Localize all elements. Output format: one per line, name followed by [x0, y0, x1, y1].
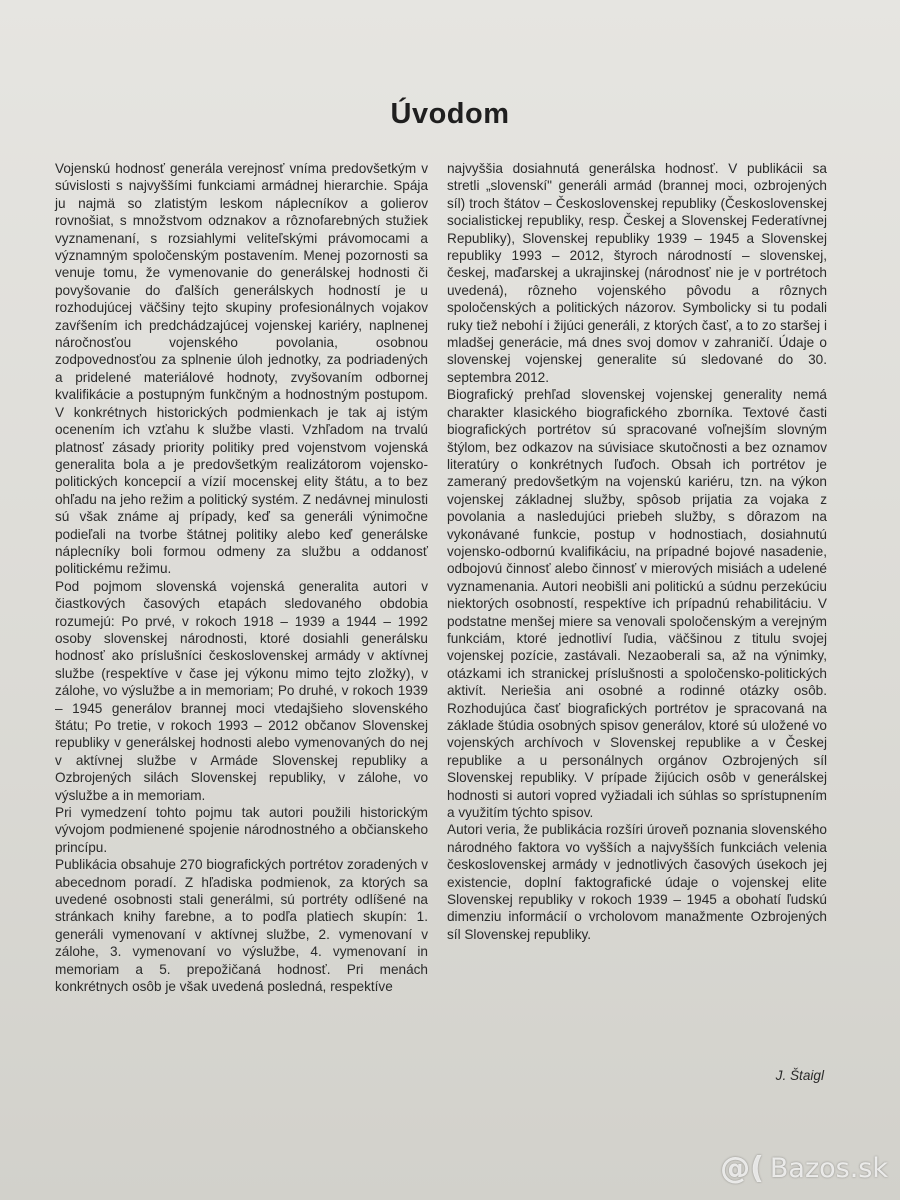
paragraph: najvyššia dosiahnutá generálska hodnosť. V publikácii sa stretli „slovenskí" generáli armád (brannej moci, ozbrojených síl) troch štátov – Československej republiky (Československej socialistickej republiky, resp. Českej a Slovenskej Federatívnej Republiky), Slovenskej republiky 1939 – 1945 a Slovenskej republiky 1993 – 2012, štyroch národností – slovenskej, českej, maďarskej a ukrajinskej (národnosť nie je v portrétoch uvedená), rôzneho vojenského pôvodu a rôznych spoločenských a politických názorov. Symbolicky si tu podali ruky tiež nebohí i žijúci generáli, z ktorých časť, a to zo staršej i mladšej generácie, má dnes svoj domov v zahraničí. Údaje o slovenskej vojenskej generalite sú sledované do 30. septembra 2012. [447, 161, 827, 385]
at-swirl-icon: @( [720, 1151, 764, 1186]
paragraph: Pod pojmom slovenská vojenská generalita autori v čiastkových časových etapách sledovaného obdobia rozumejú: Po prvé, v rokoch 1918 – 1939 a 1944 – 1992 osoby slovenskej národnosti, ktoré dosiahli generálsku hodnosť ako príslušníci československej armády v aktívnej službe (respektíve v čase jej výkonu mimo tejto zložky), v zálohe, vo výslužbe a in memoriam; Po druhé, v rokoch 1939 – 1945 generálov brannej moci vtedajšieho slovenského štátu; Po tretie, v rokoch 1993 – 2012 občanov Slovenskej republiky v generálskej hodnosti alebo vymenovaných do nej v aktívnej službe v Armáde Slovenskej republiky a Ozbrojených silách Slovenskej republiky, v zálohe, vo výslužbe a in memoriam. [55, 578, 428, 803]
paragraph: Publikácia obsahuje 270 biografických portrétov zoradených v abecednom poradí. Z hľadiska podmienok, za ktorých sa uvedené osobnosti stali generálmi, sú portréty odlíšené na stránkach knihy farebne, a to podľa platiech skupín: 1. generáli vymenovaní v aktívnej službe, 2. vymenovaní v zálohe, 3. vymenovaní vo výslužbe, 4. vymenovaní in memoriam a 5. prepožičaná hodnosť. Pri menách konkrétnych osôb je však uvedená posledná, respektíve [55, 857, 428, 995]
paragraph: Biografický prehľad slovenskej vojenskej generality nemá charakter klasického biografického zborníka. Textové časti biografických portrétov sú spracované voľnejším slovným štýlom, bez odkazov na súvisiace skutočnosti a bez oznamov literatúry o konkrétnych ľuďoch. Obsah ich portrétov je zameraný predovšetkým na vojenskú kariéru, tzn. na výkon vojenskej základnej služby, spôsob prijatia za vojaka z povolania a nasledujúci priebeh služby, s dôrazom na vykonávané funkcie, postup v hodnostiach, dosiahnutú vojensko-odbornú kvalifikáciu, na prípadné bojové nasadenie, odbojovú činnosť alebo činnosť v mierových misiách a udelené vyznamenania. Autori neobišli ani politickú a súdnu perzekúciu niektorých osobností, respektíve ich prípadnú rehabilitáciu. V podstatne menšej miere sa venovali spoločenským a verejným funkciám, ktoré jednotliví ľudia, väčšinou z titulu svojej vojenskej pozície, zastávali. Nezaoberali sa, až na výnimky, otázkami ich stranickej príslušnosti a spoločensko-politických aktivít. Neriešia ani osobné a rodinné otázky osôb. Rozhodujúca časť biografických portrétov je spracovaná na základe štúdia osobných spisov generálov, ktoré sú uložené vo vojenských archívoch v Slovenskej republike a v Českej republike a u personálnych orgánov Ozbrojených síl Slovenskej republiky. V prípade žijúcich osôb v generálskej hodnosti si autori vopred vyžiadali ich súhlas so sprístupnením a využitím týchto spisov. [447, 387, 827, 821]
paragraph: Pri vymedzení tohto pojmu tak autori použili historickým vývojom podmienené spojenie národnostného a občianskeho princípu. [55, 805, 428, 855]
right-column [447, 160, 827, 943]
left-column [55, 160, 428, 996]
paragraph: Vojenskú hodnosť generála verejnosť vníma predovšetkým v súvislosti s najvyššími funkciami armádnej hierarchie. Spája ju najmä so zlatistým leskom náplecníkov a golierov rovnošiat, s množstvom odznakov a rôznofarebných stužiek vyznamenaní, s rozsiahlymi veliteľskými právomocami a významným spoločenským postavením. Menej pozornosti sa venuje tomu, že vymenovanie do generálskej hodnosti či povyšovanie do ďalších generálskych hodností je u rozhodujúcej väčšiny tejto skupiny profesionálnych vojakov zavŕšením ich predchádzajúcej vojenskej kariéry, naplnenej náročnosťou vojenského povolania, osobnou zodpovednosťou za splnenie úloh jednotky, za podriadených a pridelené materiálové hodnoty, zvyšovaním odbornej kvalifikácie a postupným funkčným a hodnostným postupom. V konkrétnych historických podmienkach je tak aj istým ocenením ich vzťahu k službe vlasti. Vzhľadom na trvalú platnosť zásady priority politiky pred vojenstvom vojenská generalita bola a je predovšetkým realizátorom vojensko-politických koncepcií a vízií mocenskej elity štátu, a to bez ohľadu na jeho režim a politický systém. Z nedávnej minulosti sú však známe aj prípady, keď sa generáli výnimočne podieľali na tvorbe štátnej politiky alebo keď generálske náplecníky boli formou odmeny za službu a oddanosť politickému režimu. [55, 161, 428, 577]
page-title: Úvodom [390, 98, 510, 130]
watermark-text: Bazos.sk [769, 1153, 888, 1184]
author-signature: J. Štaigl [775, 1068, 824, 1083]
paragraph: Autori veria, že publikácia rozšíri úroveň poznania slovenského národného faktora vo vyšších a najvyšších funkciách velenia československej armády v jednotlivých časových úsekoch jej existencie, doplní faktografické údaje o vojenskej elite Slovenskej republiky v rokoch 1939 – 1945 a obohatí ľudskú dimenziu informácií o vrcholovom manažmente Ozbrojených síl Slovenskej republiky. [447, 822, 827, 942]
site-watermark [720, 1151, 888, 1186]
